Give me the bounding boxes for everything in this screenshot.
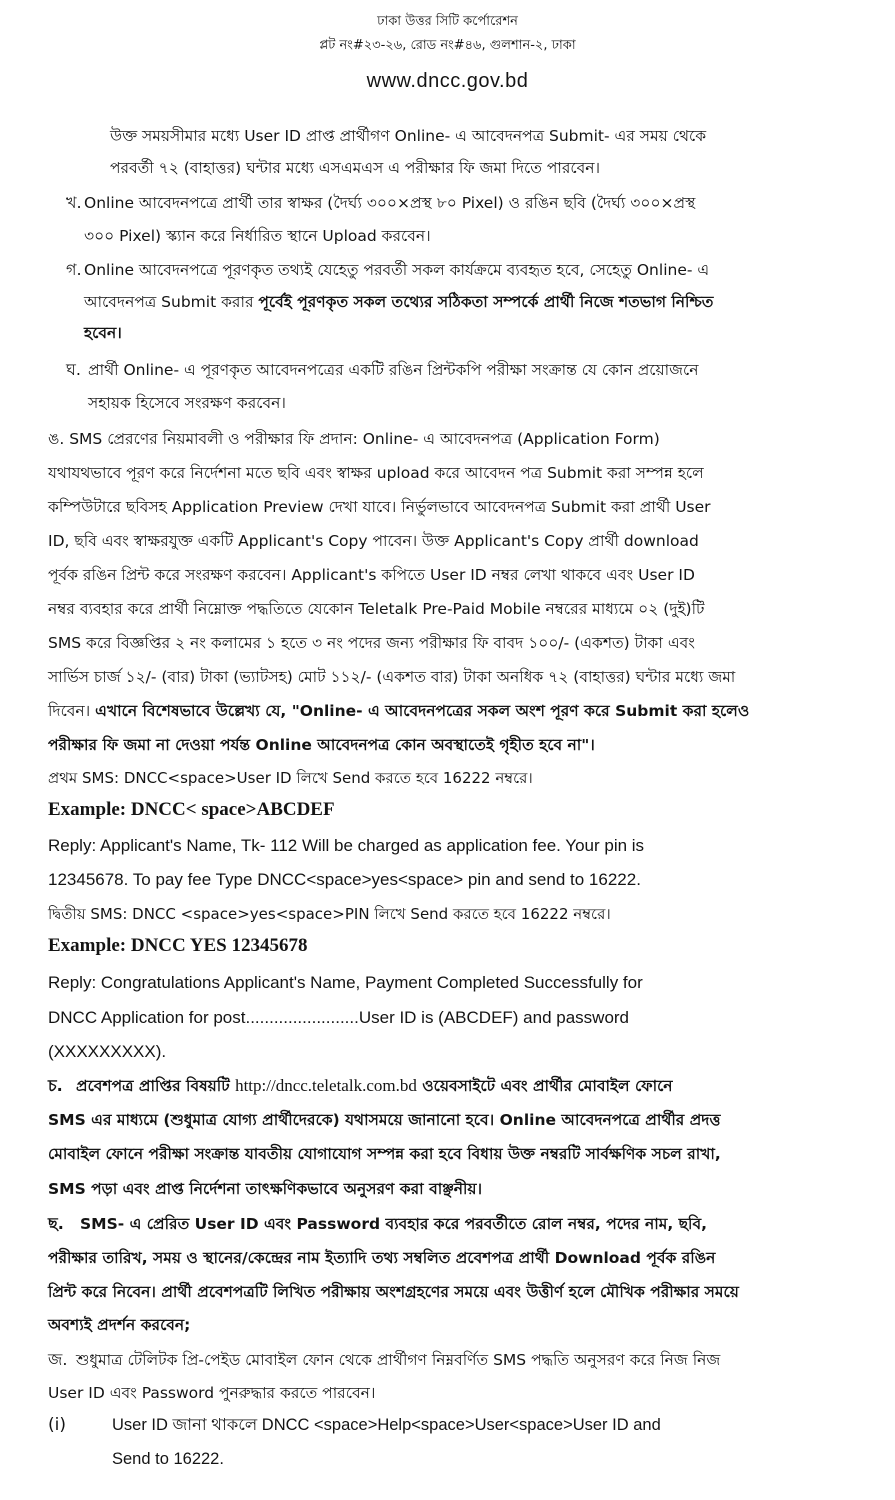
cha-line-1-bold-a: প্রবেশপত্র প্রাপ্তির বিষয়টি — [76, 1077, 236, 1095]
sms1-reply-line-1: Reply: Applicant's Name, Tk- 112 Will be charged as application fee. Your pin is — [48, 836, 645, 855]
intro-line-2: পরবর্তী ৭২ (বাহাত্তর) ঘন্টার মধ্যে এসএমএস এ পরীক্ষার ফি জমা দিতে পারবেন। — [110, 159, 601, 177]
uma-line-4: ID, ছবি এবং স্বাক্ষরযুক্ত একটি Applicant's Copy পাবেন। উক্ত Applicant's Copy প্রার্থী download — [48, 532, 699, 550]
ga-line-2 — [84, 291, 713, 313]
sms2-reply-line-3: (XXXXXXXXX). — [48, 1042, 167, 1061]
cha-url: http://dncc.teletalk.com.bd — [235, 1076, 417, 1095]
kha-line-2: ৩০০ Pixel) স্ক্যান করে নির্ধারিত স্থানে Upload করবেন। — [84, 227, 431, 245]
uma-line-8: সার্ভিস চার্জ ১২/- (বার) টাকা (ভ্যাটসহ) মোট ১১২/- (একশত বার) টাকা অনধিক ৭২ (বাহাত্তর) ঘন্টার মধ্যে জমা — [48, 668, 736, 686]
cha-line-3: মোবাইল ফোনে পরীক্ষা সংক্রান্ত যাবতীয় যোগাযোগ সম্পন্ন করা হবে বিধায় উক্ত নম্বরটি সার্বক্ষণিক সচল রাখা, — [48, 1145, 721, 1163]
chha-line-2: পরীক্ষার তারিখ, সময় ও স্থানের/কেন্দ্রের নাম ইত্যাদি তথ্য সম্বলিত প্রবেশপত্র প্রার্থী Download পূর্বক রঙিন — [48, 1249, 716, 1267]
item-i-line-1: User ID জানা থাকলে DNCC <space>Help<space>User<space>User ID and — [112, 1416, 661, 1434]
item-i-marker: (i) — [48, 1415, 66, 1435]
uma-line-2: যথাযথভাবে পূরণ করে নির্দেশনা মতে ছবি এবং স্বাক্ষর upload করে আবেদন পত্র Submit করা সম্পন্ন হলে — [48, 464, 704, 482]
sms1-line: প্রথম SMS: DNCC<space>User ID লিখে Send করতে হবে 16222 নম্বরে। — [48, 769, 533, 787]
org-website: www.dncc.gov.bd — [366, 70, 529, 92]
cha-line-1 — [76, 1075, 673, 1097]
uma-line-3: কম্পিউটারে ছবিসহ Application Preview দেখা যাবে। নির্ভুলভাবে আবেদনপত্র Submit করা প্রার্থী User — [48, 498, 711, 516]
chha-line-3: প্রিন্ট করে নিবেন। প্রার্থী প্রবেশপত্রটি লিখিত পরীক্ষায় অংশগ্রহণের সময়ে এবং উত্তীর্ণ হলে মৌখিক পরীক্ষার সময়ে — [48, 1283, 739, 1301]
uma-line-9 — [48, 700, 749, 722]
chha-line-1: SMS- এ প্রেরিত User ID এবং Password ব্যবহার করে পরবর্তীতে রোল নম্বর, পদের নাম, ছবি, — [80, 1215, 707, 1233]
cha-marker: চ. — [48, 1076, 63, 1095]
uma-line-9-bold: এখানে বিশেষভাবে উল্লেখ্য যে, "Online- এ আবেদনপত্রের সকল অংশ পূরণ করে Submit করা হলেও — [95, 702, 750, 720]
uma-line-7: SMS করে বিজ্ঞপ্তির ২ নং কলামের ১ হতে ৩ নং পদের জন্য পরীক্ষার ফি বাবদ ১০০/- (একশত) টাকা এবং — [48, 634, 695, 652]
sms1-example: Example: DNCC< space>ABCDEF — [48, 799, 335, 820]
uma-line-6: নম্বর ব্যবহার করে প্রার্থী নিম্নোক্ত পদ্ধতিতে যেকোন Teletalk Pre-Paid Mobile নম্বরের মাধ্যমে ০২ (দুই)টি — [48, 600, 705, 618]
uma-line-10: পরীক্ষার ফি জমা না দেওয়া পর্যন্ত Online আবেদনপত্র কোন অবস্থাতেই গৃহীত হবে না"। — [48, 736, 595, 754]
org-address: প্লট নং#২৩-২৬, রোড নং#৪৬, গুলশান-২, ঢাকা — [319, 38, 576, 53]
cha-line-4: SMS পড়া এবং প্রাপ্ত নির্দেশনা তাৎক্ষণিকভাবে অনুসরণ করা বাঞ্ছনীয়। — [48, 1180, 483, 1198]
gha-line-2: সহায়ক হিসেবে সংরক্ষণ করবেন। — [88, 394, 286, 412]
item-i-line-2: Send to 16222. — [112, 1450, 224, 1468]
chha-marker: ছ. — [48, 1214, 64, 1233]
kha-marker: খ. — [66, 193, 82, 212]
gha-line-1: প্রার্থী Online- এ পূরণকৃত আবেদনপত্রের একটি রঙিন প্রিন্টকপি পরীক্ষা সংক্রান্ত যে কোন প্রয়োজনে — [88, 361, 699, 379]
ja-line-2: User ID এবং Password পুনরুদ্ধার করতে পারবেন। — [48, 1384, 376, 1402]
ga-line-2-normal: আবেদনপত্র Submit করার — [84, 293, 259, 311]
ja-marker: জ. — [48, 1350, 68, 1369]
gha-marker: ঘ. — [66, 360, 81, 379]
cha-line-1-bold-b: ওয়েবসাইটে এবং প্রার্থীর মোবাইল ফোনে — [416, 1077, 673, 1095]
sms1-reply-line-2: 12345678. To pay fee Type DNCC<space>yes<space> pin and send to 16222. — [48, 870, 641, 889]
intro-line-1: উক্ত সময়সীমার মধ্যে User ID প্রাপ্ত প্রার্থীগণ Online- এ আবেদনপত্র Submit- এর সময় থেকে — [110, 127, 707, 145]
ga-line-1: Online আবেদনপত্রে পূরণকৃত তথ্যই যেহেতু পরবর্তী সকল কার্যক্রমে ব্যবহৃত হবে, সেহেতু Online- এ — [84, 261, 710, 279]
sms2-line: দ্বিতীয় SMS: DNCC <space>yes<space>PIN লিখে Send করতে হবে 16222 নম্বরে। — [48, 905, 611, 923]
chha-line-4: অবশ্যই প্রদর্শন করবেন; — [48, 1316, 191, 1334]
sms2-reply-line-1: Reply: Congratulations Applicant's Name, Payment Completed Successfully for — [48, 973, 643, 992]
sms2-reply-line-2: DNCC Application for post........................User ID is (ABCDEF) and password — [48, 1008, 630, 1027]
cha-line-2: SMS এর মাধ্যমে (শুধুমাত্র যোগ্য প্রার্থীদেরকে) যথাসময়ে জানানো হবে। Online আবেদনপত্রে প্রার্থীর প্রদত্ত — [48, 1111, 721, 1129]
ja-line-1: শুধুমাত্র টেলিটক প্রি-পেইড মোবাইল ফোন থেকে প্রার্থীগণ নিম্নবর্ণিত SMS পদ্ধতি অনুসরণ করে নিজ নিজ — [76, 1351, 721, 1369]
uma-line-9-normal: দিবেন। — [48, 702, 96, 720]
org-name: ঢাকা উত্তর সিটি কর্পোরেশন — [377, 14, 518, 29]
ga-line-2-bold: পূর্বেই পূরণকৃত সকল তথ্যের সঠিকতা সম্পর্কে প্রার্থী নিজে শতভাগ নিশ্চিত — [258, 293, 714, 311]
sms2-example: Example: DNCC YES 12345678 — [48, 935, 308, 956]
ga-marker: গ. — [66, 260, 82, 279]
kha-line-1: Online আবেদনপত্রে প্রার্থী তার স্বাক্ষর (দৈর্ঘ্য ৩০০×প্রস্থ ৮০ Pixel) ও রঙিন ছবি (দৈর্ঘ্য ৩০০×প্রস্থ — [84, 194, 696, 212]
ga-line-3: হবেন। — [84, 324, 122, 342]
uma-line-1: ঙ. SMS প্রেরণের নিয়মাবলী ও পরীক্ষার ফি প্রদান: Online- এ আবেদনপত্র (Application Form) — [48, 430, 660, 448]
uma-line-5: পূর্বক রঙিন প্রিন্ট করে সংরক্ষণ করবেন। Applicant's কপিতে User ID নম্বর লেখা থাকবে এবং User ID — [48, 566, 695, 584]
